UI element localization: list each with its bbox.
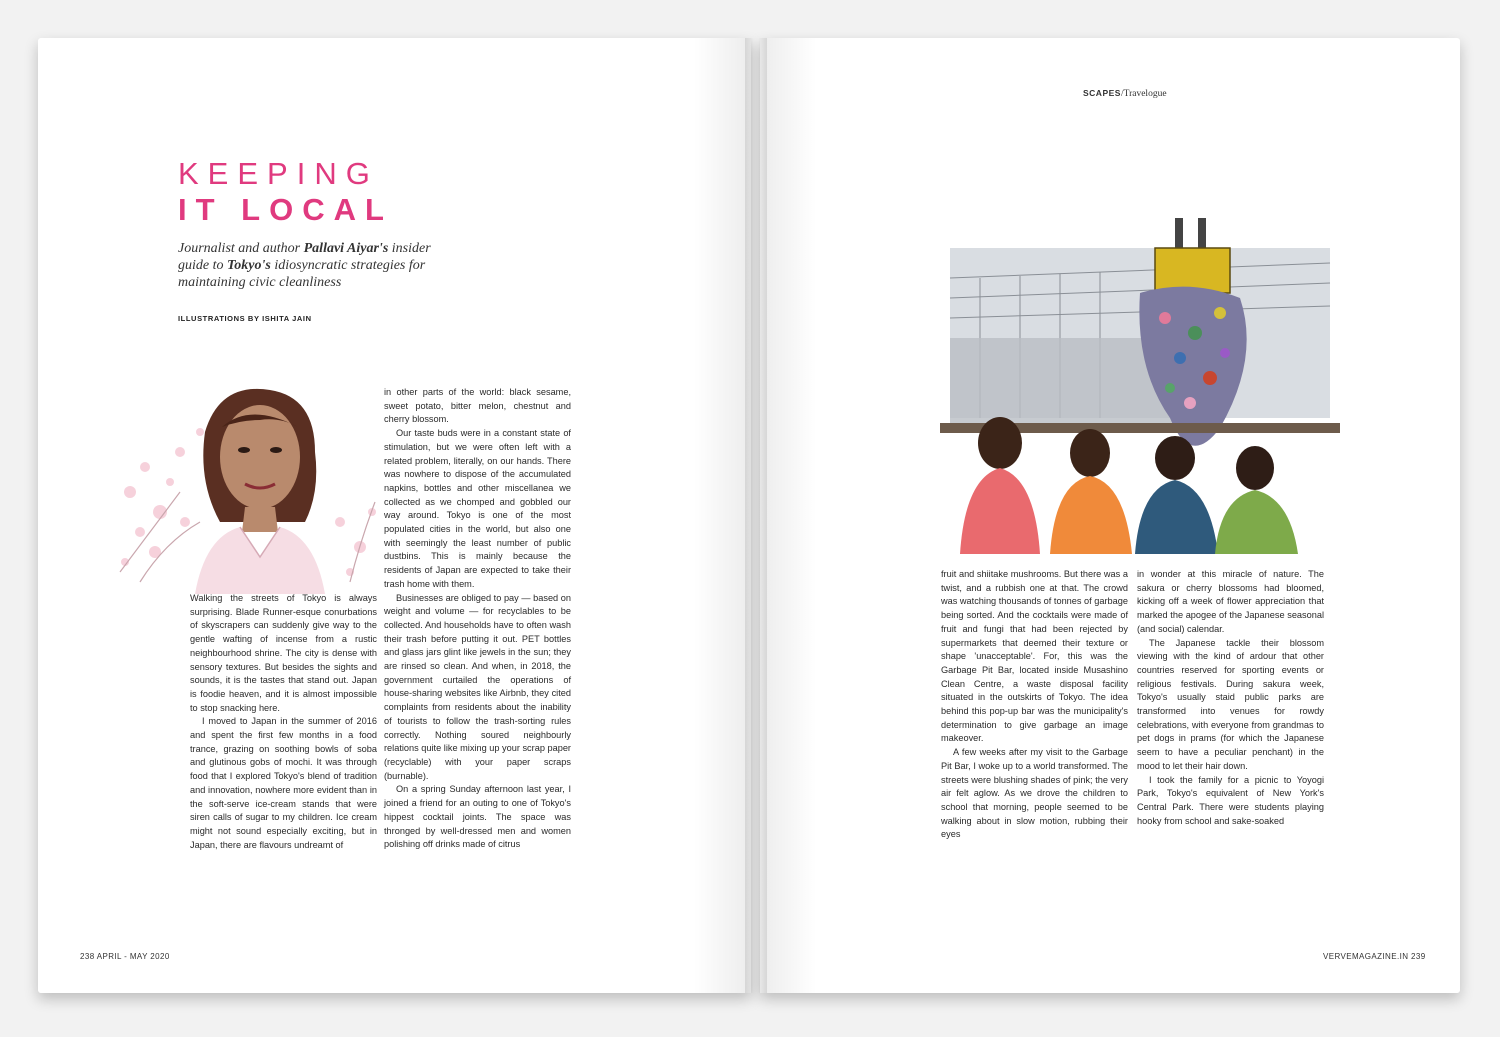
illustration-credit: ILLUSTRATIONS BY ISHITA JAIN bbox=[178, 314, 312, 323]
paragraph: On a spring Sunday afternoon last year, I joined a friend for an outing to one of Tokyo's hippest cocktail joints. The space was thronged by well-dressed men and women polishing off drinks made of citrus bbox=[384, 784, 571, 850]
deck-text: Journalist and author Pallavi Aiyar's insider guide to Tokyo's idiosyncratic strategies for maintaining civic cleanliness bbox=[178, 241, 431, 290]
paragraph: Our taste buds were in a constant state of stimulation, but we were often left with a related problem, literally, on our hands. There was nowhere to dispose of the accumulated napkins, bottles and other miscellanea we collected as we chomped and gobbled our way around. Tokyo is one of the most populated cities in the world, but also one with seemingly the least number of public dustbins. This is mainly because the residents of Japan are expected to take their trash home with them. bbox=[384, 428, 571, 589]
paragraph: in other parts of the world: black sesame, sweet potato, bitter melon, chestnut and cherry blossom. bbox=[384, 387, 571, 425]
body-column-1 bbox=[190, 592, 377, 852]
body-column-2 bbox=[384, 386, 571, 852]
paragraph: Businesses are obliged to pay — based on weight and volume — for recyclables to be collected. And households have to often wash their trash before putting it out. PET bottles and glass jars glint like jewels in the sun; they are rinsed so clean. And when, in 2018, the government curtailed the operations of house-sharing websites like Airbnb, they cited complaints from residents about the inability of tourists to follow the trash-sorting rules correctly. Nothing soured neighbourly relations quite like mixing up your scrap paper (recyclable) with your paper scraps (burnable). bbox=[384, 592, 571, 781]
folio-right: VERVEMAGAZINE.IN 239 bbox=[1323, 952, 1426, 961]
spine-gutter bbox=[745, 38, 767, 993]
paragraph: A few weeks after my visit to the Garbage Pit Bar, I woke up to a world transformed. The streets were blushing shades of pink; the very air felt aglow. As we drove the children to school that morning, people seemed to be walking about in slow motion, rubbing their eyes bbox=[941, 747, 1128, 840]
folio-left: 238 APRIL - MAY 2020 bbox=[80, 952, 170, 961]
body-column-3 bbox=[941, 568, 1128, 842]
paragraph: Walking the streets of Tokyo is always surprising. Blade Runner-esque conurbations of skyscrapers can suddenly give way to the gentle wafting of incense from a rustic neighbourhood shrine. The city is dense with sensory textures. But besides the sights and sounds, it is the tastes that stand out. Japan is foodie heaven, and it is almost impossible to stop snacking here. bbox=[190, 593, 377, 713]
section-label: SCAPES/Travelogue bbox=[1083, 88, 1167, 99]
body-column-4 bbox=[1137, 568, 1324, 828]
paragraph: in wonder at this miracle of nature. The sakura or cherry blossoms had bloomed, kicking off a week of flower appreciation that marked the apogee of the Japanese seasonal (and social) calendar. bbox=[1137, 569, 1324, 634]
paragraph: I took the family for a picnic to Yoyogi Park, Tokyo's equivalent of New York's Central Park. There were students playing hooky from school and sake-soaked bbox=[1137, 774, 1324, 826]
paragraph: I moved to Japan in the summer of 2016 and spent the first few months in a food trance, grazing on soothing bowls of soba and glutinous gobs of mochi. It was through food that I explored Tokyo's blend of tradition and innovation, nowhere more evident than in the soft-serve ice-cream stands that were siren calls of sugar to my children. Ice cream might not sound especially exciting, but in Japan, there are flavours undreamt of bbox=[190, 716, 377, 850]
paragraph: fruit and shiitake mushrooms. But there was a twist, and a rubbish one at that. The crowd was watching thousands of tonnes of garbage being sorted. And the cocktails were made of fruit and fungi that had been rejected by supermarkets that deemed their texture or shape 'unacceptable'. For, this was the Garbage Pit Bar, located inside Musashino Clean Centre, a waste disposal facility situated in the outskirts of Tokyo. The idea behind this pop-up bar was the municipality's determination to give garbage an image makeover. bbox=[941, 569, 1128, 744]
garbage-pit-bar-illustration bbox=[940, 218, 1340, 554]
headline-line-1: KEEPING bbox=[178, 156, 379, 191]
headline-line-2: IT LOCAL bbox=[178, 192, 393, 227]
author-portrait-illustration bbox=[110, 372, 390, 594]
paragraph: The Japanese tackle their blossom viewing with the kind of ardour that other countries reserved for sporting events or religious festivals. During sakura week, Tokyo's usually staid public parks are transformed into venues for rowdy celebrations, with everyone from grandmas to pet dogs in prams (for which the Japanese seem to have a peculiar penchant) in the mood to let their hair down. bbox=[1137, 637, 1324, 771]
